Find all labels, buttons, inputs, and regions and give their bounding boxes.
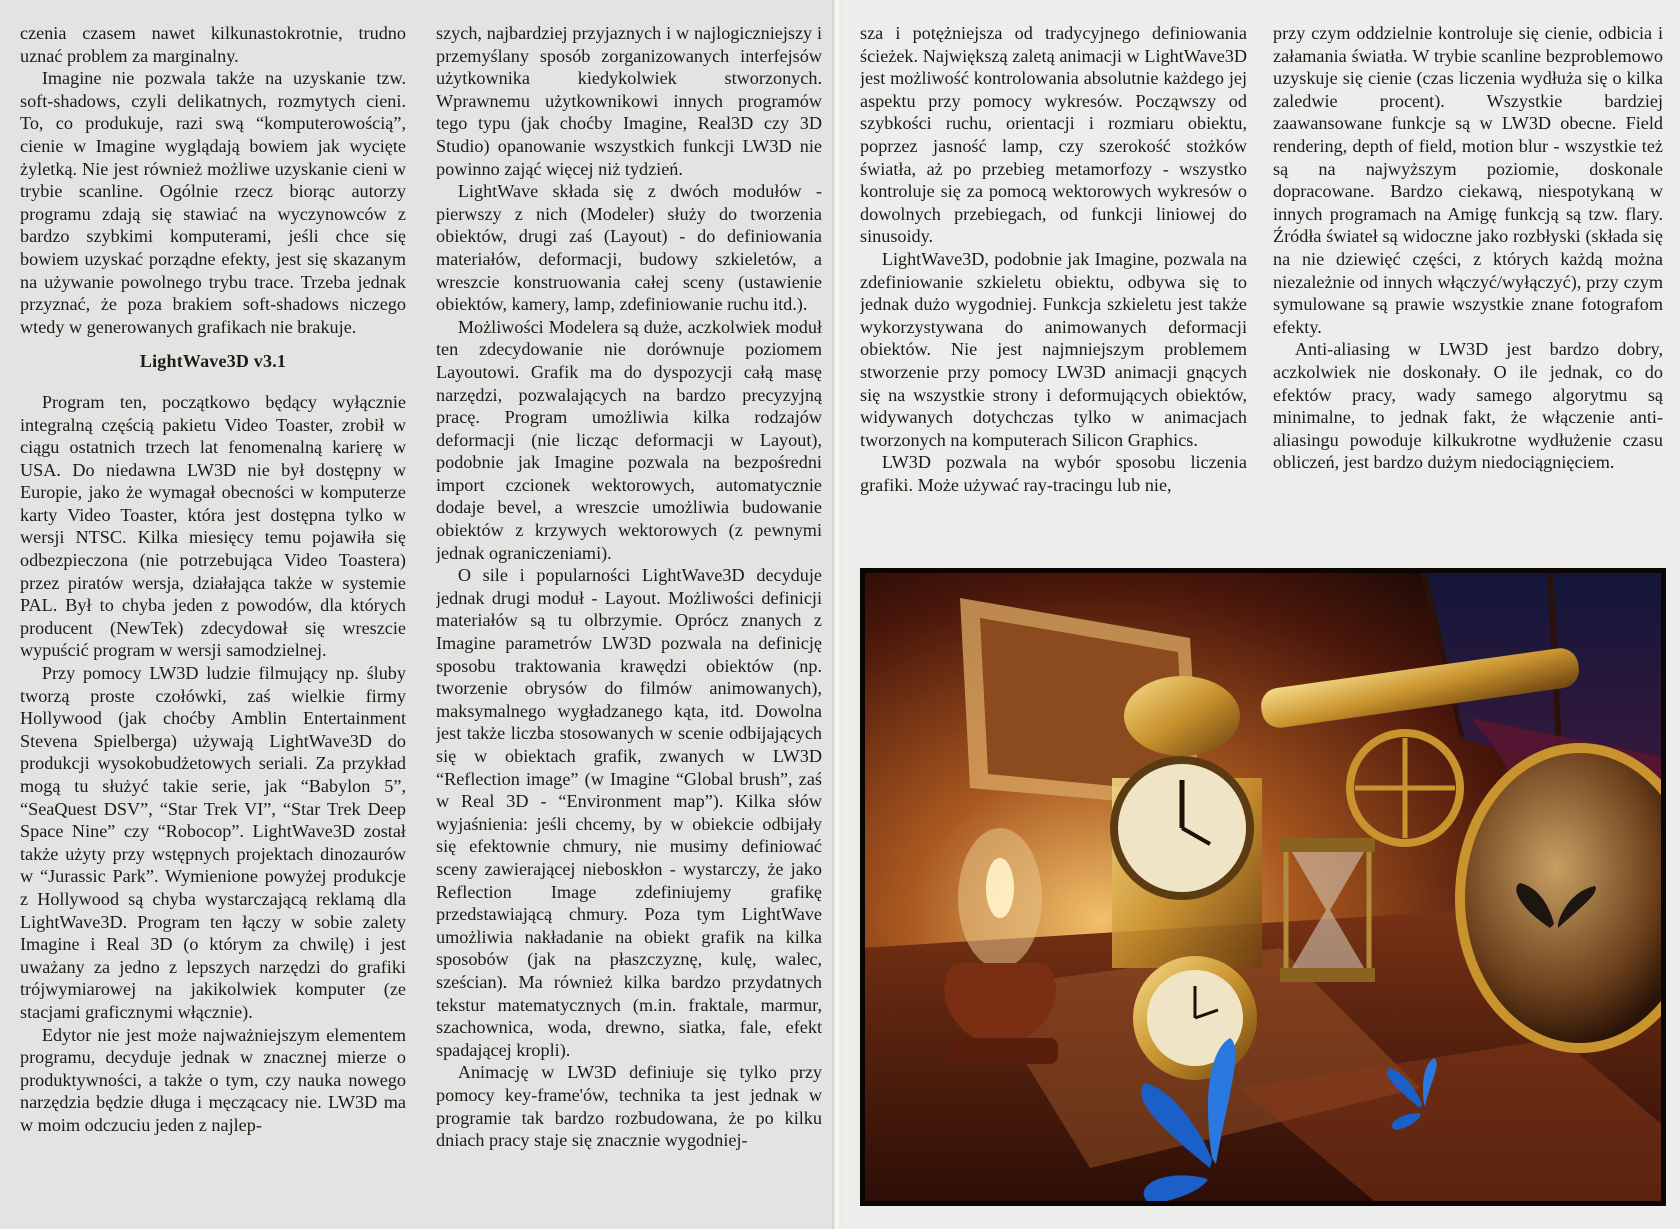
paragraph: LightWave składa się z dwóch modułów - pierwszy z nich (Modeler) służy do tworzenia obiektów, drugi zaś (Layout) - do definiowania materiałów, deformacji, budowy szkieletów, a wreszcie konstruowania całej sceny (ustawienie obiektów, kamery, lamp, zdefiniowanie ruchu itd.).	[436, 181, 822, 315]
paragraph: O sile i popularności LightWave3D decyduje jednak drugi moduł - Layout. Możliwości definicji materiałów są tu olbrzymie. Oprócz znanych z Imagine parametrów LW3D pozwala na definicję sposobu traktowania krawędzi obiektów (np. tworzenie obrysów do filmów animowanych), maksymalnego wygładzanego kąta, itd. Dowolna jest także liczba stosowanych w scenie odbijających się w obiektach grafik, zwanych w LW3D “Reflection image” (w Imagine “Global brush”, zaś w Real 3D - “Environment map”). Kilka słów wyjaśnienia: jeśli chcemy, by w obiekcie odbijały się efektownie chmury, nie musimy definiować sceny zawierającej nieboskłon - wystarczy, że jako Reflection Image zdefiniujemy grafikę przedstawiającą chmury. Poza tym LightWave umożliwia nakładanie na obiekt grafik na kilka sposobów (jak na płaszczyznę, kulę, walec, sześcian). Ma również kilka bardzo przydatnych tekstur matematycznych (m.in. fraktale, marmur, szachownica, woda, drewno, siatka, fale, efekt spadającej kropli).	[436, 565, 822, 1060]
paragraph: Imagine nie pozwala także na uzyskanie tzw. soft-shadows, czyli delikatnych, rozmytych cieni. To, co produkuje, razi swą “komputerowością”, cienie w Imagine wyglądają bowiem jak wycięte żyletką. Nie jest również możliwe uzyskanie cieni w trybie scanline. Ogólnie rzecz biorąc autorzy programu zdają się stawiać na wyczynowców z bardzo szybkimi komputerami, jeśli chce się bowiem uzyskać porządne efekty, jest się skazanym na używanie powolnego trybu trace. Trzeba jednak przyznać, że poza brakiem soft-shadows niczego wtedy w generowanych grafikach nie brakuje.	[20, 68, 406, 337]
section-heading: LightWave3D v3.1	[139, 351, 287, 372]
clock-bell	[1124, 676, 1240, 756]
column-3	[860, 22, 1247, 537]
hourglass-top	[1280, 838, 1375, 852]
left-page	[0, 0, 832, 1229]
paragraph: LightWave3D, podobnie jak Imagine, pozwala na zdefiniowanie szkieletu obiektu, odbywa się to jednak dużo wygodniej. Funkcja szkieletu jest także wykorzystywana do animowanych deformacji obiektów. Nie jest najmniejszym problemem stworzenie przy pomocy LW3D animacji gnących się na wszystkie strony i deformujących obiektów, widywanych dotychczas tylko w animacjach tworzonych na komputerach Silicon Graphics.	[860, 248, 1247, 450]
column-4	[1273, 22, 1663, 537]
paragraph: sza i potężniejsza od tradycyjnego definiowania ścieżek. Największą zaletą animacji w LightWave3D jest możliwość kontrolowania absolutnie każdego jej aspektu przy pomocy wykresów. Począwszy od szybkości ruchu, orientacji i rozmiaru obiektu, poprzez jasność lamp, czy szerokość stożków światła, aż po przebieg metamorfozy - wszystko kontroluje się za pomocą wektorowych wykresów o dowolnych przebiegach, od funkcji liniowej do sinusoidy.	[860, 23, 1247, 247]
paragraph: Anti-aliasing w LW3D jest bardzo dobry, aczkolwiek nie doskonały. O ile jednak, co do efektów pracy, wady samego algorytmu są minimalne, to jednak fakt, że włączenie anti-aliasingu powoduje kilkukrotne wydłużenie czasu obliczeń, jest bardzo dużym niedociągnięciem.	[1273, 339, 1663, 473]
page-gutter	[832, 0, 842, 1229]
paragraph: LW3D pozwala na wybór sposobu liczenia grafiki. Może używać ray-tracingu lub nie,	[860, 452, 1247, 495]
paragraph: Edytor nie jest może najważniejszym elementem programu, decyduje jednak w znacznej mierze o produktywności, a także o tym, czy nauka nowego narzędzia będzie długa i męczącacy nie. LW3D ma w moim odczuciu jeden z najlep-	[20, 1024, 406, 1135]
paragraph: czenia czasem nawet kilkunastokrotnie, trudno uznać problem za marginalny.	[20, 23, 406, 66]
lightwave-render-image	[860, 568, 1666, 1206]
column-1	[20, 22, 406, 1212]
column-2	[436, 22, 822, 1212]
paragraph: Przy pomocy LW3D ludzie filmujący np. śluby tworzą proste czołówki, zaś wielkie firmy Hollywood (jak choćby Amblin Entertainment Stevena Spielberga) używają LightWave3D do produkcji wysokobudżetowych seriali. Za przykład mogą tu służyć takie serie, jak “Babylon 5”, “SeaQuest DSV”, “Star Trek VI”, “Star Trek Deep Space Nine” czy “Robocop”. LightWave3D został także użyty przy wstępnych projektach dinozaurów w “Jurassic Park”. Wymienione powyżej produkcje z Hollywood są chyba wystarczającą reklamą dla LightWave3D. Program ten łączy w sobie zalety Imagine i Real 3D (o którym za chwilę) i jest uważany za jedno z lepszych narzędzi do grafiki trójwymiarowej na jakikolwiek komputer (ze stacjami graficznymi włącznie).	[20, 663, 406, 1022]
paragraph: Program ten, początkowo będący wyłącznie integralną częścią pakietu Video Toaster, zrobił w ciągu ostatnich trzech lat fenomenalną karierę w USA. Do niedawna LW3D nie był dostępny w Europie, jako że wymagał obecności w komputerze karty Video Toaster, która jest dostępna tylko w wersji NTSC. Kilka miesięcy temu pojawiła się odbezpieczona (nie potrzebująca Video Toastera) przez piratów wersja, działająca także w systemie PAL. Był to chyba jeden z powodów, dla których producent (NewTek) zdecydował się wreszcie wypuścić program w wersji samodzielnej.	[20, 391, 406, 661]
right-page	[842, 0, 1680, 1229]
paragraph: szych, najbardziej przyjaznych i w najlogiczniejszy i przemyślany sposób zorganizowanych interfejsów użytkownika kiedykolwiek stworzonych. Wprawnemu użytkownikowi innych programów tego typu (jak choćby Imagine, Real3D czy 3D Studio) opanowanie wszystkich funkcji LW3D nie powinno zająć więcej niż tydzień.	[436, 23, 822, 179]
render-illustration	[860, 568, 1666, 1206]
paragraph: Animację w LW3D definiuje się tylko przy pomocy key-frame'ów, technika ta jest jednak w programie tak bardzo rozbudowana, że po kilku dniach pracy staje się znacznie wygodniej-	[436, 1062, 822, 1151]
paragraph: Możliwości Modelera są duże, aczkolwiek moduł ten zdecydowanie nie dorównuje poziomem Layoutowi. Grafik ma do dyspozycji całą masę narzędzi, pozwalających na bardzo precyzyjną pracę. Program umożliwia kilka rodzajów deformacji (nie licząc deformacji w Layout), podobnie jak Imagine pozwala na bezpośredni import czcionek wektorowych, automatycznie dodaje bevel, a wreszcie umożliwia budowanie obiektów z krzywych wektorowych (z pewnymi jednak ograniczeniami).	[436, 316, 822, 563]
paragraph: przy czym oddzielnie kontroluje się cienie, odbicia i załamania światła. W trybie scanline bezproblemowo uzyskuje się cienie (czas liczenia wydłuża się o kilka zaledwie procent). Wszystkie bardziej zaawansowane funkcje są w LW3D obecne. Field rendering, depth of field, motion blur - wszystkie też są na najwyższym poziomie, doskonale dopracowane. Bardzo ciekawą, niespotykaną w innych programach na Amigę funkcją są tzw. flary. Źródła świateł są widoczne jako rozbłyski (składa się na nie dziewięć części, z których każdą można niezależnie od innych włączyć/wyłączyć), przy czym symulowane są prawie wszystkie znane fotografom efekty.	[1273, 23, 1663, 337]
